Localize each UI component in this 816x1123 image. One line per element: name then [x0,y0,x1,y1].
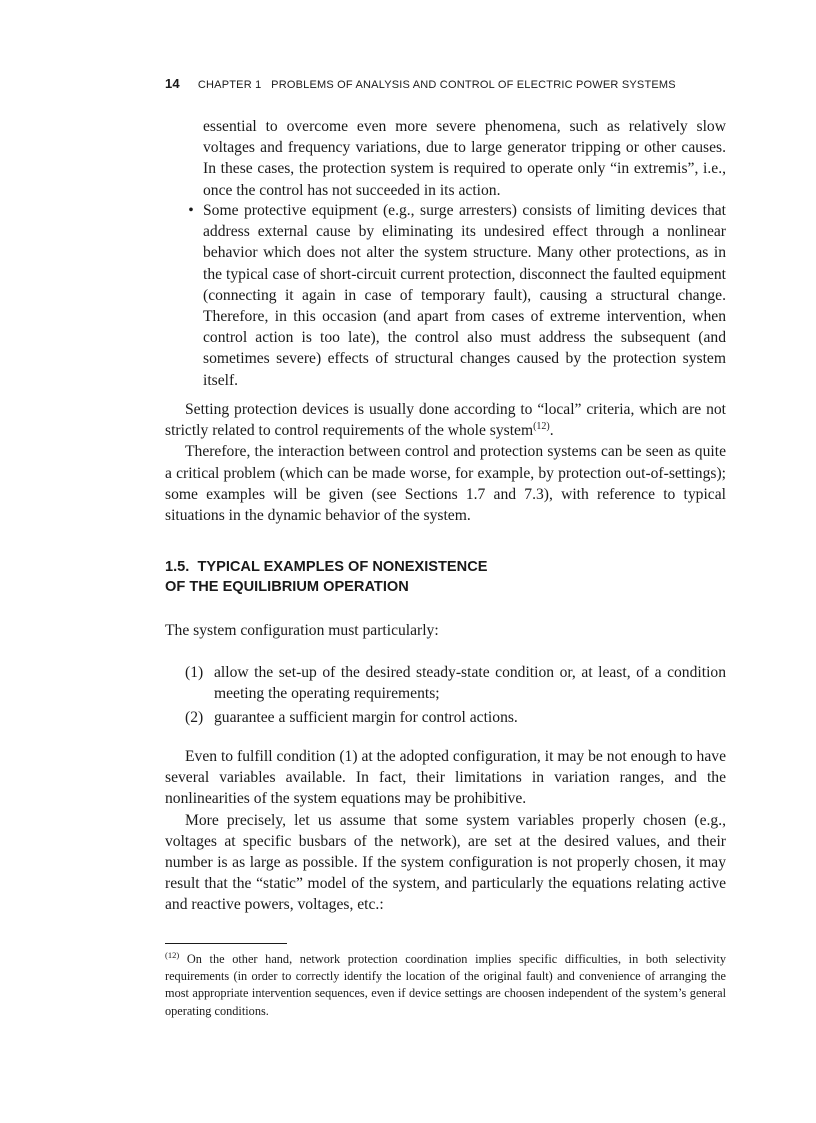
paragraph-config: The system configuration must particularly: [165,622,439,639]
list-item-number: (2) [185,709,204,727]
list-item-text: allow the set-up of the desired steady-state condition or, at least, of a condition meeting the operating requirements; [214,664,726,703]
footnote-marker: (12) [165,950,180,960]
footnote-ref: (12) [533,421,550,433]
config-paragraph-block [165,620,726,641]
paragraph-setting: Setting protection devices is usually done according to “local” criteria, which are not strictly related to control requirements of the whole system$^{(12)}$. [165,401,726,440]
continued-paragraph: essential to overcome even more severe phenomena, such as relatively slow voltages and frequency variations, due to large generator tripping or other causes. In these cases, the protection system is required to operate only “in extremis”, i.e., once the control has not succeeded in its action. [203,118,726,199]
bullet-item [165,200,726,391]
paragraph-interaction: Therefore, the interaction between control and protection systems can be seen as quite a critical problem (which can be made worse, for example, by protection out-of-settings); some examples will be given (see Sections 1.7 and 7.3), with reference to typical situations in the dynamic behavior of the system. [165,443,726,525]
numbered-list [165,662,726,732]
footnote [165,951,726,1020]
bullet-text: Some protective equipment (e.g., surge arresters) consists of limiting devices that address external cause by eliminating its undesired effect through a nonlinear behavior which does not alter the system structure. Many other protections, as in the typical case of short-circuit current protection, disconnect the faulted equipment (connecting it again in case of temporary fault), causing a structural change. Therefore, in this occasion (and apart from cases of extreme intervention, when control action is too late), the control also must address the subsequent (and sometimes severe) effects of structural changes caused by the protection system itself. [203,202,726,389]
section-heading-line1: 1.5. TYPICAL EXAMPLES OF NONEXISTENCE [165,559,488,575]
body-paragraphs [165,399,726,526]
chapter-title: CHAPTER 1 PROBLEMS OF ANALYSIS AND CONTROL OF ELECTRIC POWER SYSTEMS [197,79,676,91]
list-item-text: guarantee a sufficient margin for control actions. [214,709,518,727]
paragraph-precisely: More precisely, let us assume that some system variables properly chosen (e.g., voltages at specific busbars of the network), are set at the desired values, and their number is as large as possible. If the system configuration is not properly chosen, it may result that the “static” model of the system, and particularly the equations relating active and reactive powers, voltages, etc.: [165,811,726,914]
page-number: 14 [165,76,180,91]
list-item-number: (1) [185,664,204,681]
footnote-text: On the other hand, network protection coordination implies specific difficulties, in both selectivity requirements (in order to correctly identify the location of the original fault) and convenience of arranging the most appropriate intervention sequences, even if device settings are choosen independent of the system’s general operating conditions. [165,952,726,1018]
section-heading-line2: OF THE EQUILIBRIUM OPERATION [165,578,409,595]
list-item [165,707,726,728]
paragraph-fulfill: Even to fulfill condition (1) at the adopted configuration, it may be not enough to have several variables available. In fact, their limitations in variation ranges, and the nonlinearities of the system equations may be prohibitive. [165,748,726,808]
bullet-marker: • [188,202,194,219]
closing-paragraphs [165,746,726,916]
running-head [165,76,725,90]
footnote-rule [165,943,287,944]
list-item [165,662,726,704]
section-heading [165,558,726,597]
